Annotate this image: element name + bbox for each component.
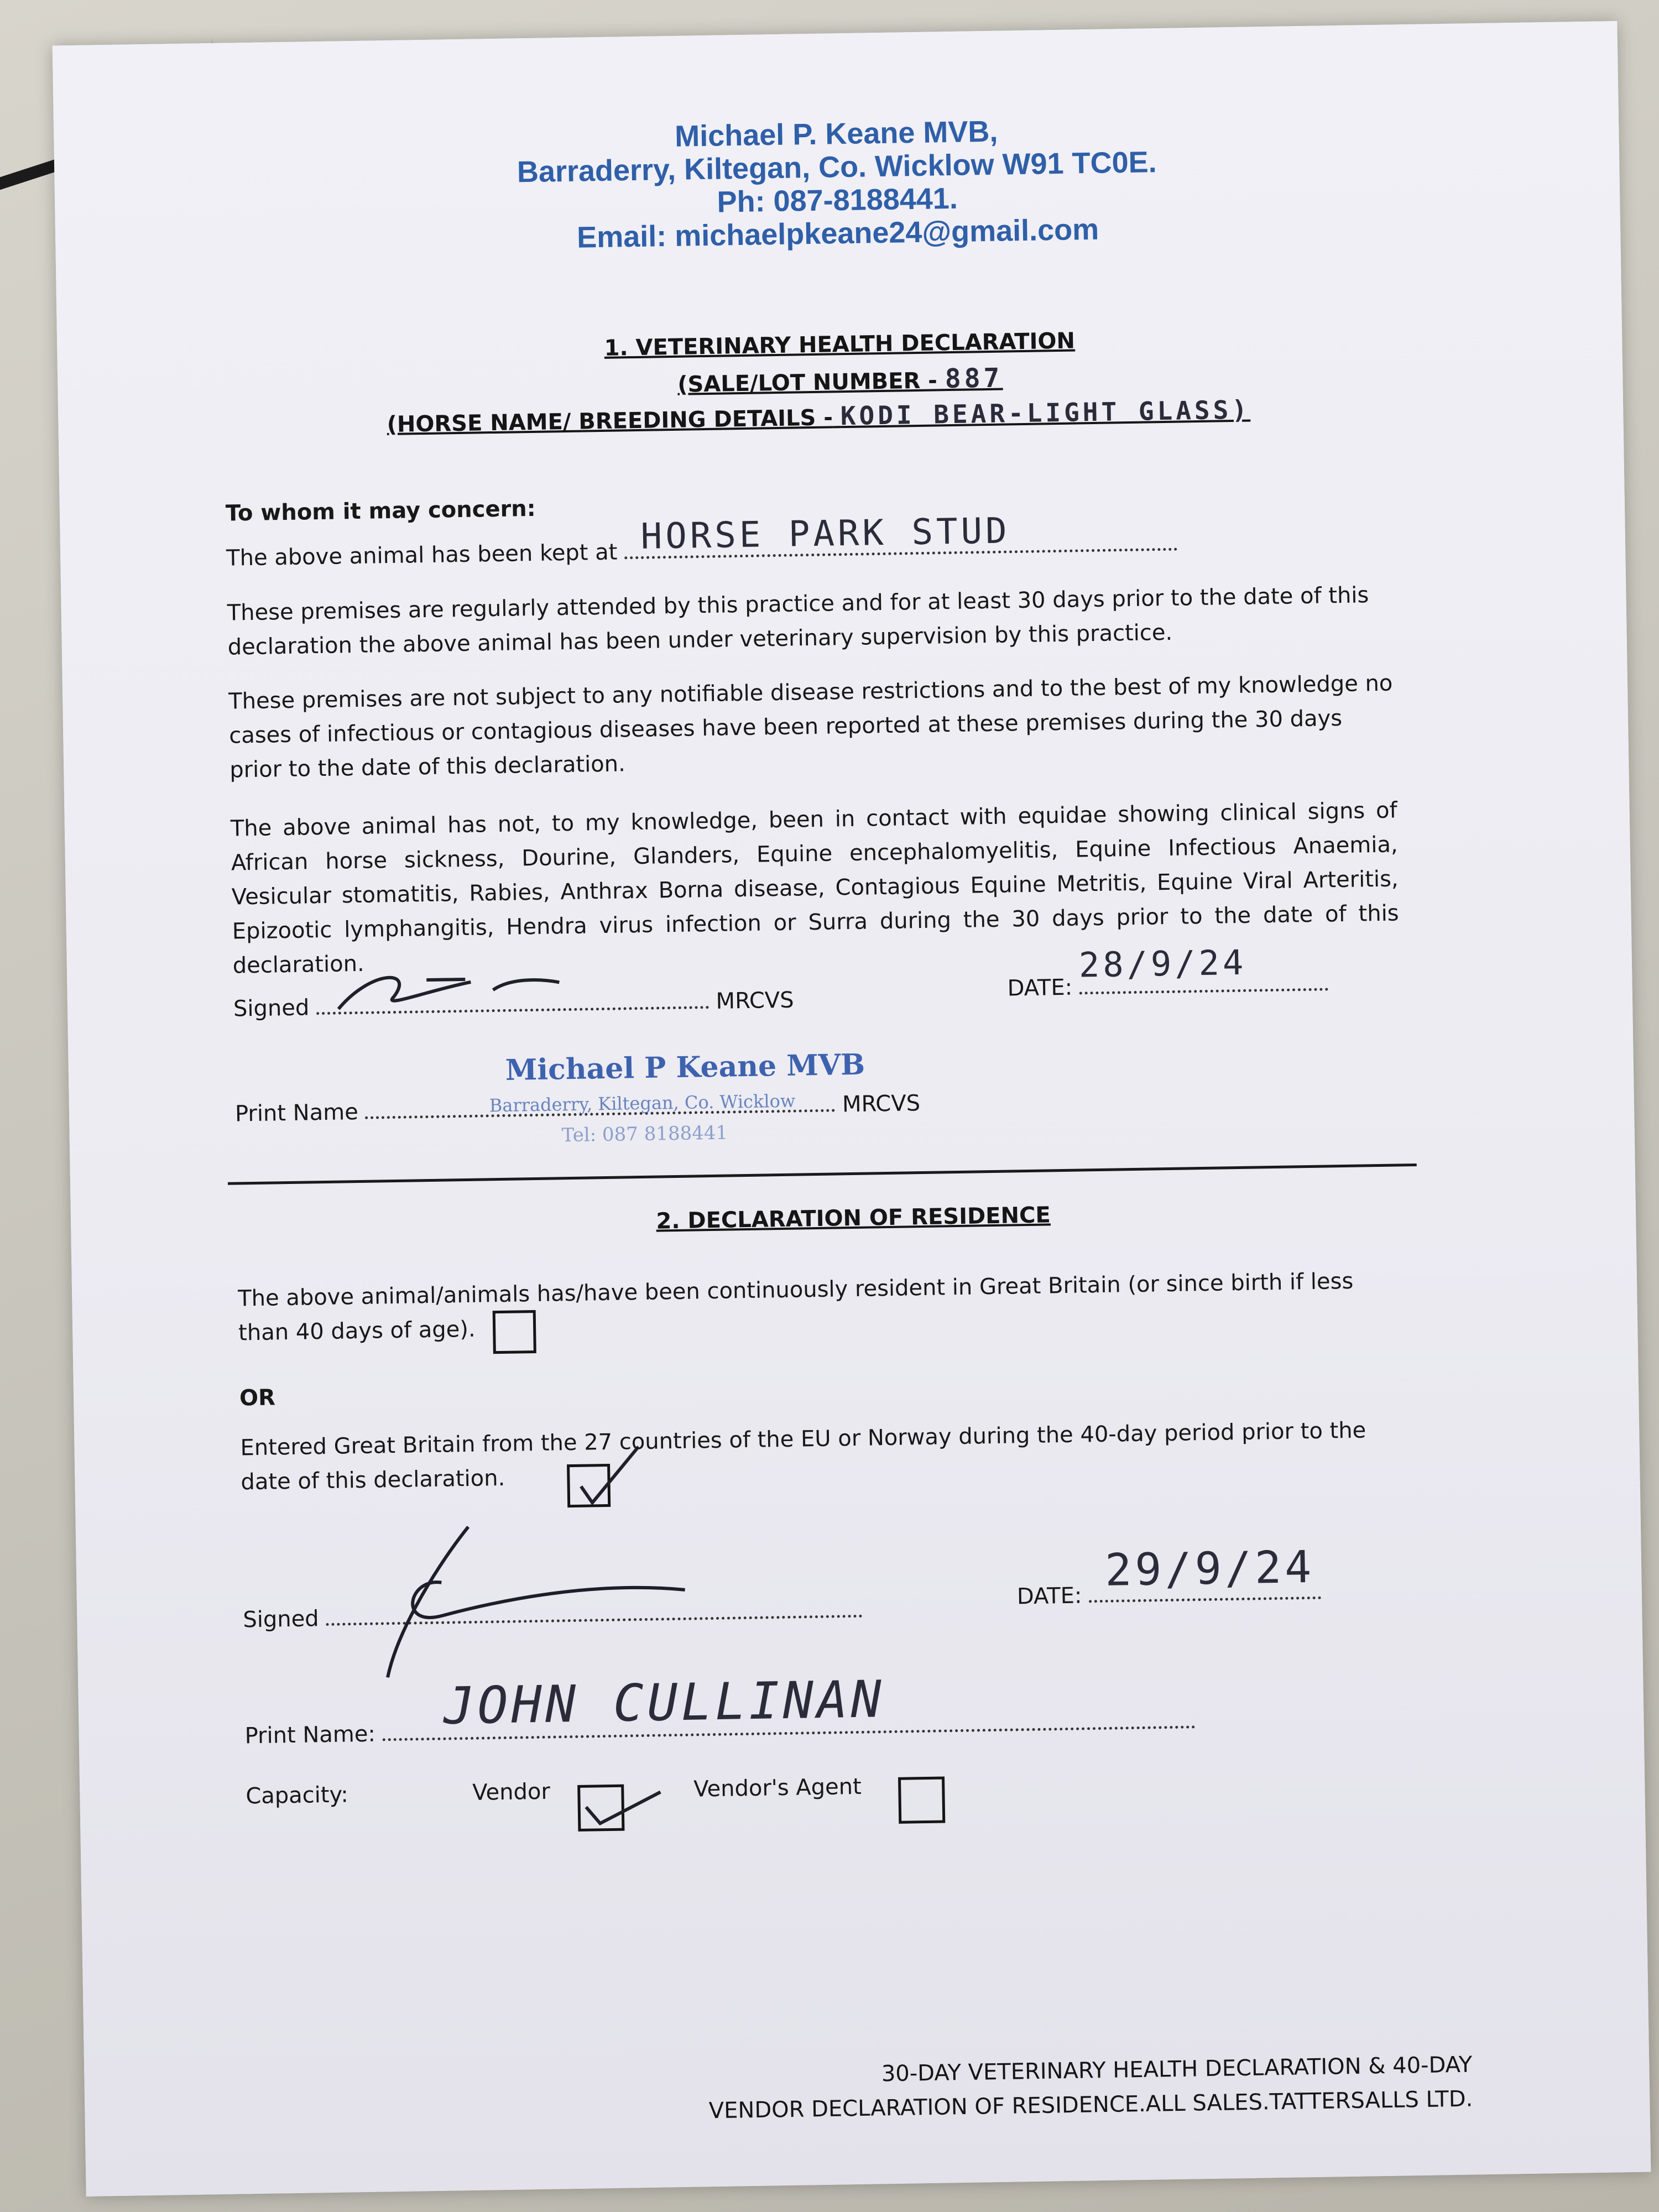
- checkmark-icon: [577, 1778, 667, 1835]
- para-supervision: These premises are regularly attended by this practice and for at least 30 days prior to the date of this declaration the above animal has been under veterinary supervision by this practice.: [227, 582, 1369, 660]
- vendor-print-value: JOHN CULLINAN: [443, 1670, 885, 1736]
- capacity-label: Capacity:: [246, 1782, 349, 1809]
- footer-line-1: 30-DAY VETERINARY HEALTH DECLARATION & 40-DAY: [881, 2052, 1473, 2087]
- print-stamp-name: Michael P Keane MVB: [505, 1047, 865, 1087]
- horse-details-label: (HORSE NAME/ BREEDING DETAILS -: [387, 405, 833, 438]
- vet-stamp-address: Barraderry, Kiltegan, Co. Wicklow W91 TC0E.: [517, 145, 1157, 189]
- kept-at-value: HORSE PARK STUD: [640, 510, 1011, 557]
- checkbox-vendors-agent[interactable]: [898, 1777, 945, 1824]
- or-label: OR: [239, 1385, 276, 1411]
- vet-stamp-email: Email: michaelpkeane24@gmail.com: [576, 212, 1099, 254]
- vet-print-mrcvs-label: MRCVS: [842, 1091, 921, 1118]
- checkbox-resident-gb[interactable]: [493, 1310, 536, 1354]
- horse-details-value: KODI BEAR-LIGHT GLASS): [840, 394, 1251, 431]
- print-stamp-tel: Tel: 087 8188441: [561, 1121, 728, 1147]
- residence-option-eu: Entered Great Britain from the 27 countries of the EU or Norway during the 40-day period prior to the date of this declaration.: [240, 1417, 1366, 1495]
- salutation: To whom it may concern:: [225, 495, 536, 526]
- para-no-contact: The above animal has not, to my knowledge, been in contact with equidae showing clinical signs of African horse sickness, Dourine, Glanders, Equine encephalomyelitis, Equine Infectious Anaemia, Vesicular stomatitis, Rabies, Anthrax Borna disease, Contagious Equine Metritis, Equine Viral Arteritis, Epizootic lymphangitis, Hendra virus infection or Surra during the 30 days prior to the date of this declaration.: [230, 797, 1399, 979]
- vendors-agent-label: Vendor's Agent: [693, 1773, 862, 1802]
- vendor-label: Vendor: [472, 1778, 551, 1806]
- section-divider: [228, 1164, 1417, 1185]
- vendor-print-label: Print Name:: [244, 1721, 376, 1749]
- kept-at-label: The above animal has been kept at: [226, 539, 618, 571]
- checkmark-icon: [566, 1441, 650, 1514]
- vet-stamp-phone: Ph: 087-8188441.: [717, 181, 958, 219]
- footer-line-2: VENDOR DECLARATION OF RESIDENCE.ALL SALES.TATTERSALLS LTD.: [708, 2086, 1473, 2124]
- vendor-signature: [374, 1512, 719, 1689]
- vendor-date-value: 29/9/24: [1104, 1541, 1316, 1596]
- vet-signature: [327, 954, 638, 1020]
- lot-number-value: 887: [945, 362, 1003, 395]
- vendor-date-label: DATE:: [1016, 1583, 1082, 1610]
- vet-stamp-name: Michael P. Keane MVB,: [674, 114, 998, 153]
- residence-option-gb: The above animal/animals has/have been continuously resident in Great Britain (or since birth if less than 40 days of age).: [237, 1268, 1354, 1346]
- section2-title: 2. DECLARATION OF RESIDENCE: [656, 1202, 1051, 1234]
- vet-print-label: Print Name: [234, 1099, 359, 1127]
- vet-mrcvs-label: MRCVS: [716, 987, 794, 1014]
- document-page: [53, 21, 1651, 2197]
- para-no-restrictions: These premises are not subject to any notifiable disease restrictions and to the best of my knowledge no cases of infectious or contagious diseases have been reported at these premises during the 30 days prior to the date of this declaration.: [228, 670, 1393, 783]
- vet-date-value: 28/9/24: [1078, 942, 1247, 985]
- vet-signed-label: Signed: [233, 995, 310, 1022]
- vet-date-label: DATE:: [1007, 974, 1073, 1001]
- vendor-signed-label: Signed: [243, 1606, 319, 1633]
- lot-number-label: (SALE/LOT NUMBER -: [677, 368, 938, 398]
- section1-title: 1. VETERINARY HEALTH DECLARATION: [604, 328, 1076, 361]
- print-stamp-address: Barraderry, Kiltegan, Co. Wicklow: [489, 1090, 796, 1117]
